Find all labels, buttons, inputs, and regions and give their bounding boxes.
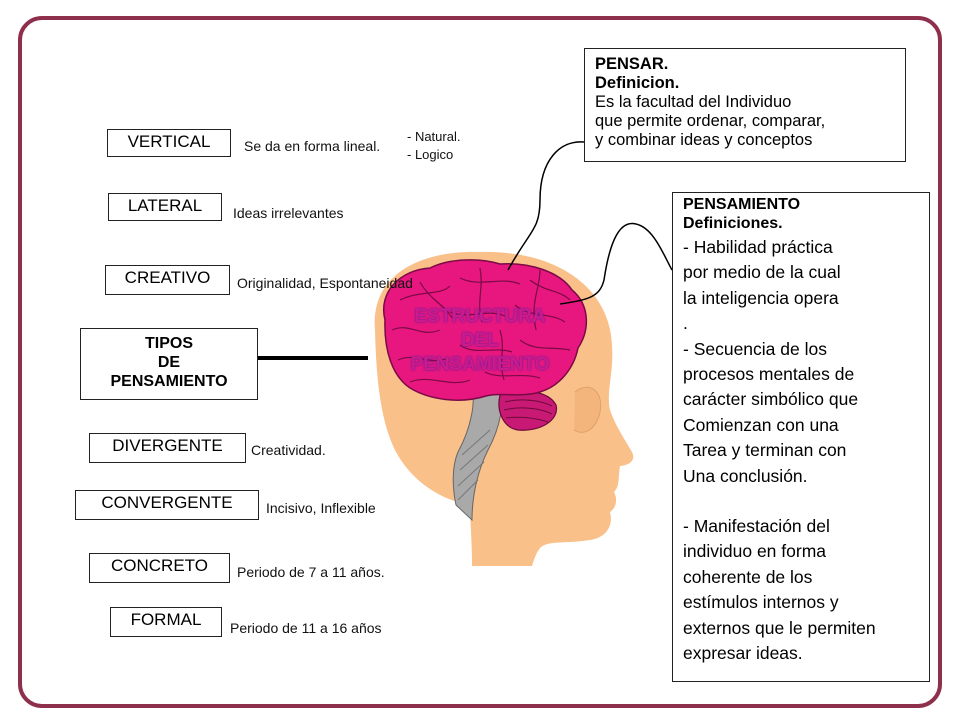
connector-pensar xyxy=(508,142,584,270)
pensamiento-line: Una conclusión. xyxy=(683,465,808,486)
pensamiento-line: coherente de los xyxy=(683,566,813,587)
type-box-convergente: CONVERGENTE xyxy=(75,490,259,520)
pensamiento-blank-line xyxy=(683,489,919,514)
pensar-title: PENSAR. xyxy=(595,55,669,73)
type-note-formal: Periodo de 11 a 16 años xyxy=(230,620,382,636)
pensamiento-line: estímulos internos y xyxy=(683,592,839,613)
type-note-divergente: Creatividad. xyxy=(251,442,326,458)
pensar-line: que permite ordenar, comparar, xyxy=(595,112,826,130)
type-note-concreto: Periodo de 7 a 11 años. xyxy=(237,564,385,580)
type-note-vertical: Se da en forma lineal. xyxy=(244,138,381,154)
pensamiento-subtitle: Definiciones. xyxy=(683,215,783,232)
pensar-line: Es la facultad del Individuo xyxy=(595,93,792,111)
center-line3: PENSAMIENTO xyxy=(110,373,228,390)
pensamiento-line: externos que le permiten xyxy=(683,617,876,638)
head-title xyxy=(380,305,580,377)
type-extra-logico: - Logico xyxy=(407,147,454,162)
pensamiento-line: Tarea y terminan con xyxy=(683,440,847,461)
type-box-concreto: CONCRETO xyxy=(89,553,230,583)
pensar-line: y combinar ideas y conceptos xyxy=(595,131,813,149)
center-line1: TIPOS xyxy=(144,335,193,352)
pensamiento-line: - Habilidad práctica xyxy=(683,237,833,257)
pensamiento-line: Comienzan con una xyxy=(683,414,839,435)
type-box-lateral: LATERAL xyxy=(108,193,222,221)
head-title-line3: PENSAMIENTO xyxy=(410,354,550,375)
pensamiento-title: PENSAMIENTO xyxy=(683,196,801,213)
head-title-line2: DEL xyxy=(461,330,499,351)
pensamiento-line: la inteligencia opera xyxy=(683,287,839,308)
type-box-formal: FORMAL xyxy=(110,607,222,637)
type-box-divergente: DIVERGENTE xyxy=(89,433,246,463)
type-note-convergente: Incisivo, Inflexible xyxy=(266,500,376,516)
type-note-lateral: Ideas irrelevantes xyxy=(233,205,344,221)
pensamiento-definition-box xyxy=(672,192,930,682)
pensamiento-line: carácter simbólico que xyxy=(683,389,859,410)
pensamiento-line: - Manifestación del xyxy=(683,516,830,537)
type-box-vertical: VERTICAL xyxy=(107,129,231,157)
type-note-creativo: Originalidad, Espontaneidad xyxy=(237,275,413,291)
pensamiento-line: procesos mentales de xyxy=(683,364,855,385)
center-line2: DE xyxy=(157,354,181,371)
pensamiento-line: expresar ideas. xyxy=(683,643,803,664)
type-box-creativo: CREATIVO xyxy=(105,265,230,295)
pensamiento-line: - Secuencia de los xyxy=(683,338,827,359)
pensamiento-line: . xyxy=(683,313,688,334)
head-title-line1: ESTRUCTURA xyxy=(414,306,546,327)
pensamiento-line: individuo en forma xyxy=(683,541,826,562)
center-types-box xyxy=(80,328,258,400)
pensamiento-line: por medio de la cual xyxy=(683,262,841,283)
pensar-subtitle: Definicion. xyxy=(595,74,680,92)
pensar-definition-box xyxy=(584,48,906,162)
type-extra-natural: - Natural. xyxy=(407,129,461,144)
